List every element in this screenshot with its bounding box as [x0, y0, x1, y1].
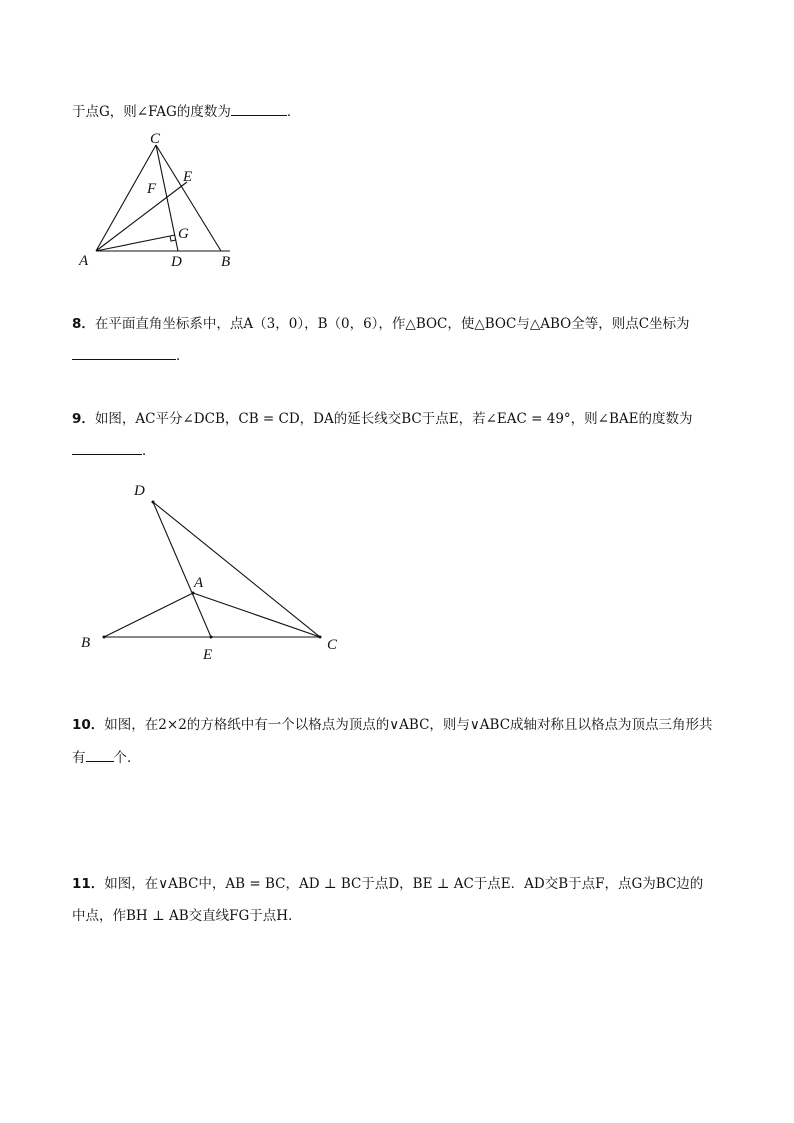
q10-line2	[72, 749, 141, 767]
label-C: C	[150, 131, 161, 147]
q7-text: 于点G，则∠FAG的度数为	[72, 104, 231, 120]
answer-blank[interactable]	[86, 749, 114, 762]
q11-text-line2: 中点，作BH ⊥ AB交直线FG于点H．	[72, 908, 302, 924]
q8-end: ．	[176, 348, 190, 364]
label-E: E	[183, 169, 193, 185]
label-B: B	[221, 254, 231, 270]
label-D: D	[134, 483, 145, 499]
label-A: A	[194, 575, 204, 591]
q11-text: 如图，在∨ABC中，AB = BC，AD ⊥ BC于点D，BE ⊥ AC于点E．AD交B于点F，点G为BC边的	[104, 876, 704, 892]
q10-line2-start: 有	[72, 750, 86, 766]
q8-text: 在平面直角坐标系中，点A（3，0），B（0，6），作△BOC，使△BOC与△ABO全等，则点C坐标为	[94, 316, 690, 332]
label-E: E	[203, 647, 213, 663]
label-C: C	[327, 637, 338, 653]
label-F: F	[147, 181, 157, 197]
q10-line2-end: 个．	[113, 750, 141, 766]
label-B: B	[81, 635, 91, 651]
q11-line1	[72, 875, 703, 893]
q11-number: 11．	[72, 876, 105, 892]
q11-line2	[72, 907, 302, 925]
q10-text: 如图，在2×2的方格纸中有一个以格点为顶点的∨ABC，则与∨ABC成轴对称且以格点为顶点三角形共	[104, 717, 713, 733]
label-A: A	[79, 253, 89, 269]
q7-end: ．	[286, 104, 301, 120]
q10-number: 10．	[72, 717, 105, 733]
q9-number: 9．	[72, 411, 95, 427]
label-G: G	[178, 226, 189, 242]
q8-number: 8．	[72, 316, 95, 332]
q9-end: ．	[142, 443, 156, 459]
label-D: D	[171, 254, 182, 270]
q10-line1	[72, 716, 713, 734]
q9-text: 如图，AC平分∠DCB，CB = CD，DA的延长线交BC于点E，若∠EAC = 49°，则∠BAE的度数为	[94, 411, 693, 427]
